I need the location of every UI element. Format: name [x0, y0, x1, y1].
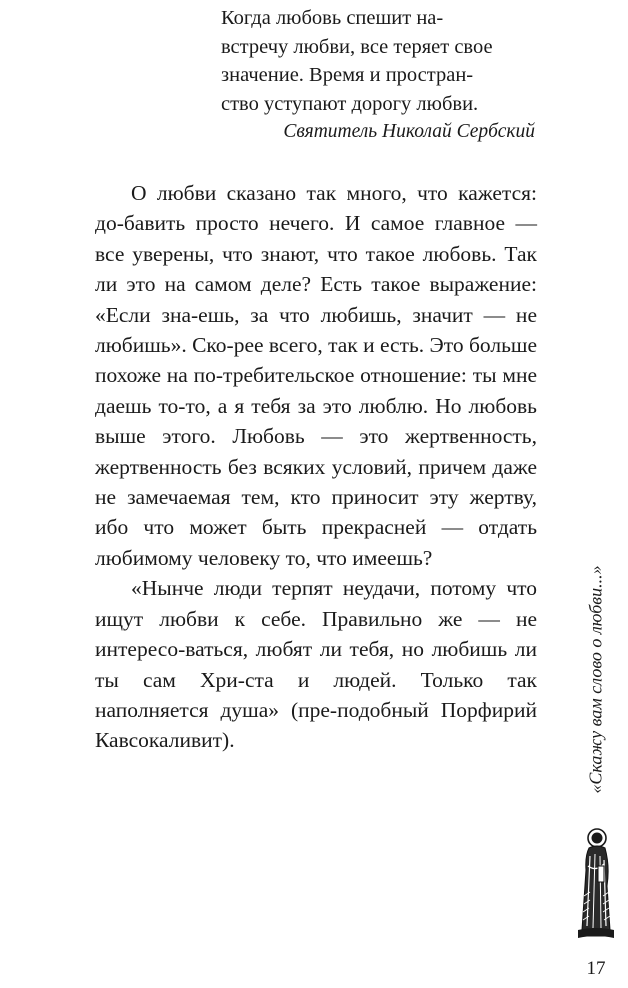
paragraph: О любви сказано так много, что кажется: до-бавить просто нечего. И самое главное — все уверены, что знают, что такое любовь. Так ли это на самом деле? Есть такое выражение: «Если зна-ешь, за что любишь, значит — не любишь». Ско-рее всего, так и есть. Это больше похоже на по-требительское отношение: ты мне даешь то-то, а я тебя за это люблю. Но любовь выше этого. Любовь — это жертвенность, жертвенность без всяких условий, причем даже не замечаемая тем, кто приносит эту жертву, ибо что может быть прекрасней — отдать любимому человеку то, что имеешь?	[95, 181, 538, 570]
saint-figure-icon	[576, 826, 616, 942]
epigraph-line: значение. Время и простран-	[221, 64, 474, 86]
page-number: 17	[586, 958, 606, 979]
epigraph-line: ство уступают дорогу любви.	[221, 92, 479, 115]
running-title-text: «Скажу вам слово о любви...»	[585, 564, 606, 794]
main-text	[95, 178, 537, 756]
running-title	[583, 544, 609, 814]
epigraph-line: Когда любовь спешит на-	[221, 7, 444, 29]
epigraph-author: Святитель Николай Сербский	[283, 121, 535, 142]
epigraph-line: встречу любви, все теряет свое	[221, 35, 493, 58]
epigraph	[221, 4, 535, 146]
paragraph: «Нынче люди терпят неудачи, потому что ищут любви к себе. Правильно же — не интересо-ваться, любят ли тебя, но любишь ли ты сам Хри-ста и людей. Только так наполняется душа» (пре-подобный Порфирий Кавсокаливит).	[95, 576, 537, 753]
epigraph-text	[221, 4, 535, 118]
